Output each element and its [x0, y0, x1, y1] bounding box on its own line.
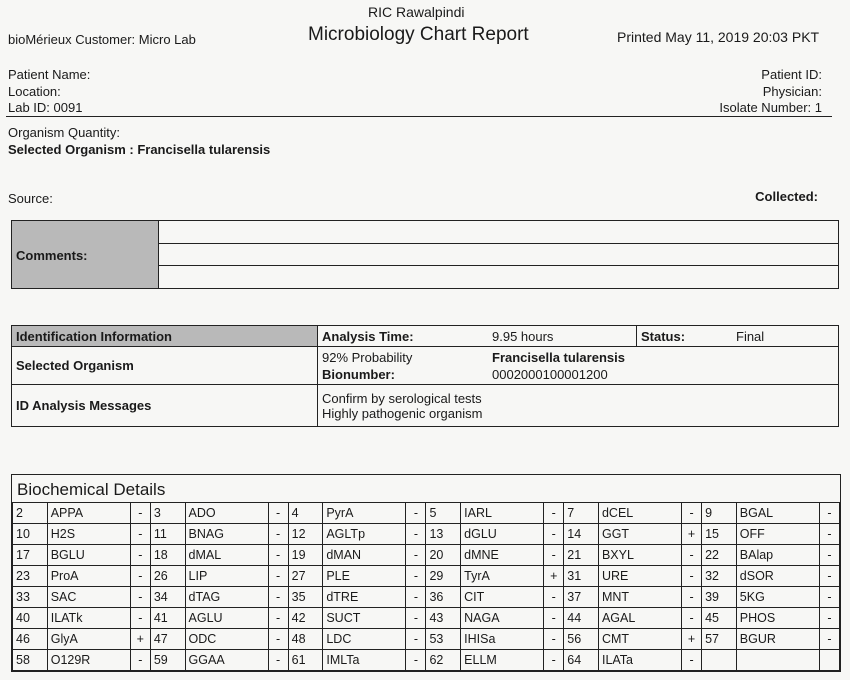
test-code: BAlap: [736, 545, 819, 566]
test-code: ELLM: [461, 650, 544, 671]
test-code: IMLTa: [323, 650, 406, 671]
test-result: -: [819, 629, 839, 650]
test-number: 17: [13, 545, 48, 566]
source-label: Source:: [8, 191, 53, 206]
test-code: dTRE: [323, 587, 406, 608]
test-number: 4: [288, 503, 323, 524]
bionumber-label: Bionumber:: [322, 366, 395, 382]
test-number: 15: [702, 524, 737, 545]
analysis-message: Highly pathogenic organism: [322, 405, 483, 421]
test-code: dCEL: [598, 503, 681, 524]
test-result: -: [544, 545, 564, 566]
test-result: -: [819, 503, 839, 524]
test-number: 56: [564, 629, 599, 650]
test-result: -: [544, 524, 564, 545]
test-number: [702, 650, 737, 671]
printed-timestamp: Printed May 11, 2019 20:03 PKT: [617, 29, 820, 45]
biochemical-title: Biochemical Details: [17, 480, 166, 499]
test-code: PLE: [323, 566, 406, 587]
test-code: CMT: [598, 629, 681, 650]
test-code: BXYL: [598, 545, 681, 566]
test-number: 37: [564, 587, 599, 608]
test-number: 43: [426, 608, 461, 629]
test-result: -: [268, 566, 288, 587]
biochemical-details: [11, 474, 841, 672]
id-analysis-messages-cell: [318, 385, 839, 427]
test-result: +: [544, 566, 564, 587]
test-result: [819, 650, 839, 671]
test-result: -: [406, 608, 426, 629]
test-number: 9: [702, 503, 737, 524]
test-number: 61: [288, 650, 323, 671]
selected-organism-line: Selected Organism : Francisella tularensis: [8, 142, 271, 157]
test-result: -: [819, 566, 839, 587]
test-result: -: [268, 545, 288, 566]
test-code: ADO: [185, 503, 268, 524]
test-result: +: [130, 629, 150, 650]
test-number: 46: [13, 629, 48, 650]
test-number: 19: [288, 545, 323, 566]
test-number: 5: [426, 503, 461, 524]
test-code: AGLU: [185, 608, 268, 629]
test-result: -: [130, 608, 150, 629]
test-code: ILATk: [47, 608, 130, 629]
test-result: -: [406, 503, 426, 524]
test-number: 62: [426, 650, 461, 671]
test-number: 32: [702, 566, 737, 587]
test-code: APPA: [47, 503, 130, 524]
analysis-time-value: 9.95 hours: [492, 328, 554, 344]
biochemical-row: [13, 503, 840, 524]
biochemical-row: [13, 545, 840, 566]
analysis-message: Confirm by serological tests: [322, 390, 482, 406]
physician-label: Physician:: [762, 84, 822, 99]
test-number: 21: [564, 545, 599, 566]
test-result: -: [682, 566, 702, 587]
test-number: 12: [288, 524, 323, 545]
test-number: 27: [288, 566, 323, 587]
test-result: -: [406, 524, 426, 545]
biochemical-row: [13, 587, 840, 608]
comments-label-cell: [12, 221, 159, 288]
test-code: TyrA: [461, 566, 544, 587]
organism-name: Francisella tularensis: [492, 349, 625, 365]
test-code: SUCT: [323, 608, 406, 629]
analysis-time-cell: [318, 326, 637, 347]
test-code: NAGA: [461, 608, 544, 629]
test-number: 40: [13, 608, 48, 629]
test-number: 2: [13, 503, 48, 524]
test-result: -: [406, 650, 426, 671]
test-number: 34: [150, 587, 185, 608]
test-result: -: [682, 650, 702, 671]
test-code: H2S: [47, 524, 130, 545]
test-number: 20: [426, 545, 461, 566]
test-number: 23: [13, 566, 48, 587]
test-code: IHISa: [461, 629, 544, 650]
test-number: 53: [426, 629, 461, 650]
id-analysis-messages-label: ID Analysis Messages: [12, 385, 318, 427]
test-number: 45: [702, 608, 737, 629]
test-code: GGT: [598, 524, 681, 545]
test-result: -: [544, 587, 564, 608]
test-number: 59: [150, 650, 185, 671]
location-label: Location:: [8, 84, 61, 99]
test-number: 57: [702, 629, 737, 650]
test-result: -: [268, 629, 288, 650]
test-code: BGUR: [736, 629, 819, 650]
test-result: -: [819, 608, 839, 629]
test-result: -: [406, 629, 426, 650]
collected-label: Collected:: [755, 189, 818, 204]
test-code: BNAG: [185, 524, 268, 545]
test-number: 31: [564, 566, 599, 587]
test-code: [736, 650, 819, 671]
test-code: CIT: [461, 587, 544, 608]
test-number: 42: [288, 608, 323, 629]
analysis-time-label: Analysis Time:: [322, 328, 414, 344]
biochemical-row: [13, 608, 840, 629]
patient-name-label: Patient Name:: [8, 67, 91, 82]
test-code: LDC: [323, 629, 406, 650]
test-result: -: [682, 587, 702, 608]
test-code: AGAL: [598, 608, 681, 629]
test-number: 47: [150, 629, 185, 650]
test-code: BGAL: [736, 503, 819, 524]
test-result: -: [819, 545, 839, 566]
lab-id: Lab ID: 0091: [8, 100, 83, 115]
test-code: GlyA: [47, 629, 130, 650]
comments-label: Comments:: [16, 248, 88, 263]
test-code: BGLU: [47, 545, 130, 566]
comments-line: [159, 265, 838, 266]
test-result: -: [544, 608, 564, 629]
test-number: 26: [150, 566, 185, 587]
probability: 92% Probability: [322, 349, 413, 365]
test-result: -: [130, 503, 150, 524]
test-code: OFF: [736, 524, 819, 545]
organism-quantity-label: Organism Quantity:: [8, 125, 120, 140]
test-code: PyrA: [323, 503, 406, 524]
report-title: Microbiology Chart Report: [308, 24, 529, 45]
test-result: -: [268, 587, 288, 608]
patient-id-label: Patient ID:: [761, 67, 822, 82]
lab-name: RIC Rawalpindi: [368, 4, 465, 20]
test-number: 64: [564, 650, 599, 671]
selected-organism-label: Selected Organism: [12, 347, 318, 385]
test-result: -: [544, 503, 564, 524]
test-number: 10: [13, 524, 48, 545]
test-result: -: [544, 650, 564, 671]
test-result: -: [130, 545, 150, 566]
test-result: -: [130, 587, 150, 608]
test-result: -: [406, 587, 426, 608]
test-number: 35: [288, 587, 323, 608]
biochemical-row: [13, 650, 840, 671]
test-result: -: [268, 503, 288, 524]
test-code: dMAL: [185, 545, 268, 566]
test-result: -: [544, 629, 564, 650]
test-result: -: [130, 566, 150, 587]
test-result: -: [682, 503, 702, 524]
test-number: 44: [564, 608, 599, 629]
isolate-number: Isolate Number: 1: [719, 100, 822, 115]
identification-table: [11, 325, 839, 427]
test-number: 11: [150, 524, 185, 545]
test-number: 22: [702, 545, 737, 566]
test-code: AGLTp: [323, 524, 406, 545]
status-cell: [637, 326, 839, 347]
test-code: IARL: [461, 503, 544, 524]
comments-line: [159, 243, 838, 244]
header-divider: [6, 116, 832, 117]
test-result: +: [682, 524, 702, 545]
test-code: ILATa: [598, 650, 681, 671]
test-result: +: [682, 629, 702, 650]
test-result: -: [406, 545, 426, 566]
test-number: 13: [426, 524, 461, 545]
test-number: 14: [564, 524, 599, 545]
selected-organism-cell: [318, 347, 839, 385]
test-result: -: [682, 545, 702, 566]
test-code: O129R: [47, 650, 130, 671]
test-number: 33: [13, 587, 48, 608]
test-result: -: [130, 650, 150, 671]
test-number: 36: [426, 587, 461, 608]
test-code: LIP: [185, 566, 268, 587]
test-code: ProA: [47, 566, 130, 587]
test-number: 58: [13, 650, 48, 671]
test-result: -: [819, 587, 839, 608]
test-number: 41: [150, 608, 185, 629]
bionumber-value: 0002000100001200: [492, 366, 608, 382]
biochemical-row: [13, 629, 840, 650]
customer-label: bioMérieux Customer: Micro Lab: [8, 32, 196, 47]
test-number: 3: [150, 503, 185, 524]
test-code: URE: [598, 566, 681, 587]
test-result: -: [130, 524, 150, 545]
identification-header: Identification Information: [12, 326, 318, 347]
test-code: PHOS: [736, 608, 819, 629]
test-result: -: [268, 650, 288, 671]
biochemical-table: [12, 502, 840, 671]
status-label: Status:: [641, 328, 686, 344]
test-number: 39: [702, 587, 737, 608]
test-number: 29: [426, 566, 461, 587]
test-number: 48: [288, 629, 323, 650]
status-value: Final: [736, 328, 765, 344]
biochemical-row: [13, 566, 840, 587]
test-number: 18: [150, 545, 185, 566]
test-result: -: [819, 524, 839, 545]
test-code: MNT: [598, 587, 681, 608]
test-code: GGAA: [185, 650, 268, 671]
test-code: SAC: [47, 587, 130, 608]
test-result: -: [682, 608, 702, 629]
test-code: dMAN: [323, 545, 406, 566]
test-code: dMNE: [461, 545, 544, 566]
biochemical-row: [13, 524, 840, 545]
comments-box: [11, 220, 839, 289]
test-number: 7: [564, 503, 599, 524]
test-code: dSOR: [736, 566, 819, 587]
test-code: ODC: [185, 629, 268, 650]
test-result: -: [406, 566, 426, 587]
test-code: 5KG: [736, 587, 819, 608]
test-code: dGLU: [461, 524, 544, 545]
test-result: -: [268, 524, 288, 545]
test-result: -: [268, 608, 288, 629]
test-code: dTAG: [185, 587, 268, 608]
